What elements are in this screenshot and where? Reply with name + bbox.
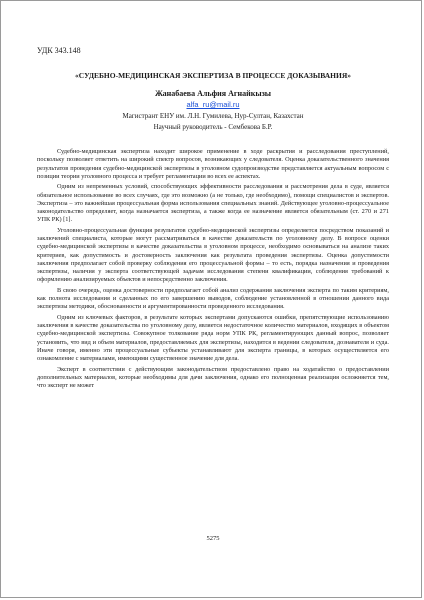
article-body — [37, 148, 389, 393]
author-email-link[interactable]: alfa_ru@mail.ru — [186, 100, 240, 109]
author-name: Жанабаева Альфия Агнайкызы — [154, 89, 272, 98]
article-title: «СУДЕБНО-МЕДИЦИНСКАЯ ЭКСПЕРТИЗА В ПРОЦЕССЕ ДОКАЗЫВАНИЯ» — [75, 71, 351, 80]
paragraph: Одним из ключевых факторов, в результате которых экспертами допускаются ошибки, препятствующие использованию заключения в качестве доказательства по уголовному делу, является недостаточное количество материалов, входящих в объектом судебно-медицинской экспертизы. Совокупное толкование ряда норм УПК РК, регламентирующих данный вопрос, позволяет установить, что вид и объем материалов, предоставляемых для экспертизы, находится в ведении следователя, дознавателя и суда. Иначе говоря, именно эти процессуальные субъекты устанавливают для эксперта границы, в которых осуществляется его ознакомление с материалами, имеющими существенное значение для дела. — [37, 313, 389, 363]
paragraph: В свою очередь, оценка достоверности предполагает собой анализ содержания заключения эксперта по таким критериям, как полнота исследования и сделанных по его завершению выводов, соблюдение установленной в отношении данного вида экспертизы методики, обоснованности и аргументированности проведенного исследования. — [37, 286, 389, 311]
page-number: 5275 — [206, 535, 220, 542]
author-affiliation: Магистрант ЕНУ им. Л.Н. Гумилева, Нур-Султан, Казахстан — [122, 112, 304, 120]
paragraph: Одним из непременных условий, способствующих эффективности расследования и рассмотрения дела в суде, является обязательное использование во всех случаях, где это возможно (а не только, где необходимо), помощи специалистов и экспертов. Экспертиза – это важнейшая процессуальная форма использования специальных знаний. Действующее уголовно-процессуальное законодательство определяет, когда назначается экспертиза, а также когда ее назначение является обязательным (ст. 270 и 271 УПК РК) [1]. — [37, 183, 389, 224]
author-email-line — [37, 100, 389, 110]
scientific-supervisor: Научный руководитель - Сембекова Б.Р. — [153, 123, 273, 131]
paragraph: Судебно-медицинская экспертиза находит широкое применение в ходе раскрытия и расследования преступлений, поскольку позволяет ответить на широкий спектр вопросов, возникающих у следователя. Оценка доказательственного значения результатов проведения судебно-медицинской экспертизы в уголовном судопроизводстве представляется актуальным вопросом с позиции теории уголовного процесса и требует регламентации во всех ее аспектах. — [37, 148, 389, 180]
udk-code: УДК 343.148 — [37, 46, 81, 55]
paragraph: Уголовно-процессуальная функция результатов судебно-медицинской экспертизы определяется посредством показаний и заключений специалиста, которые могут рассматриваться в качестве доказательств по уголовному делу. В вопросе оценки судебно-медицинской экспертизы в качестве доказательства в уголовном процессе, необходимо основываться на анализе таких критериев, как допустимость и достоверность заключения как результата проведения экспертизы. Оценка допустимости заключения предполагает собой проверку соблюдения его процессуальной формы – то есть, порядка назначения и проведения экспертизы, наличия у эксперта соответствующей задачам исследования степени квалификации, соблюдения требований к оформлению анализируемых объектов и непосредственно заключения. — [37, 226, 389, 284]
paragraph: Эксперт в соответствии с действующим законодательством предоставлено право на ходатайство о предоставлении дополнительных материалов, которые необходимы для дачи заключения, однако его полноценная реализация осложняется тем, что эксперт не может — [37, 365, 389, 390]
